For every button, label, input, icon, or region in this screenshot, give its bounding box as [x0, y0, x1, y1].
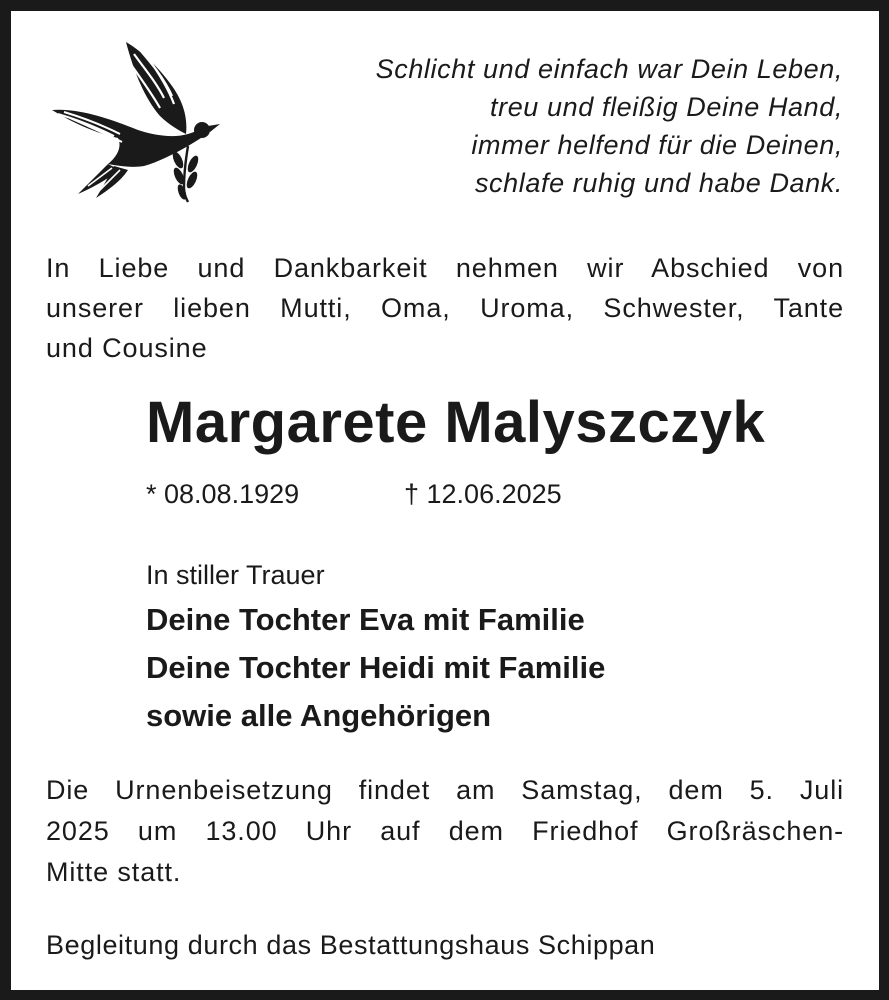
mourner-line: Deine Tochter Eva mit Familie	[146, 602, 585, 637]
dove-with-olive-branch-icon	[48, 38, 228, 204]
mourners-intro: In stiller Trauer	[146, 560, 325, 590]
verse-line: schlafe ruhig und habe Dank.	[474, 168, 843, 198]
verse-line: Schlicht und einfach war Dein Leben,	[375, 54, 843, 84]
funeral-home: Begleitung durch das Bestattungshaus Schippan	[46, 930, 656, 960]
mourner-line: Deine Tochter Heidi mit Familie	[146, 650, 606, 685]
burial-line: Die Urnenbeisetzung findet am Samstag, dem 5. Juli	[46, 775, 844, 805]
deceased-name: Margarete Malyszczyk	[146, 390, 766, 455]
intro-line: In Liebe und Dankbarkeit nehmen wir Abschied von	[46, 253, 844, 283]
mourner-line: sowie alle Angehörigen	[146, 698, 492, 733]
farewell-intro	[46, 248, 844, 368]
verse-line: treu und fleißig Deine Hand,	[490, 92, 843, 122]
verse-line: immer helfend für die Deinen,	[471, 130, 843, 160]
intro-line: und Cousine	[46, 333, 208, 363]
burial-line: Mitte statt.	[46, 857, 182, 887]
birth-date: * 08.08.1929	[146, 479, 300, 509]
intro-line: unserer lieben Mutti, Oma, Uroma, Schwester, Tante	[46, 293, 844, 323]
mourners-list	[146, 596, 605, 740]
death-date: † 12.06.2025	[404, 479, 562, 509]
burial-notice	[46, 770, 844, 893]
memorial-verse	[283, 50, 843, 202]
burial-line: 2025 um 13.00 Uhr auf dem Friedhof Großräschen-	[46, 816, 844, 846]
